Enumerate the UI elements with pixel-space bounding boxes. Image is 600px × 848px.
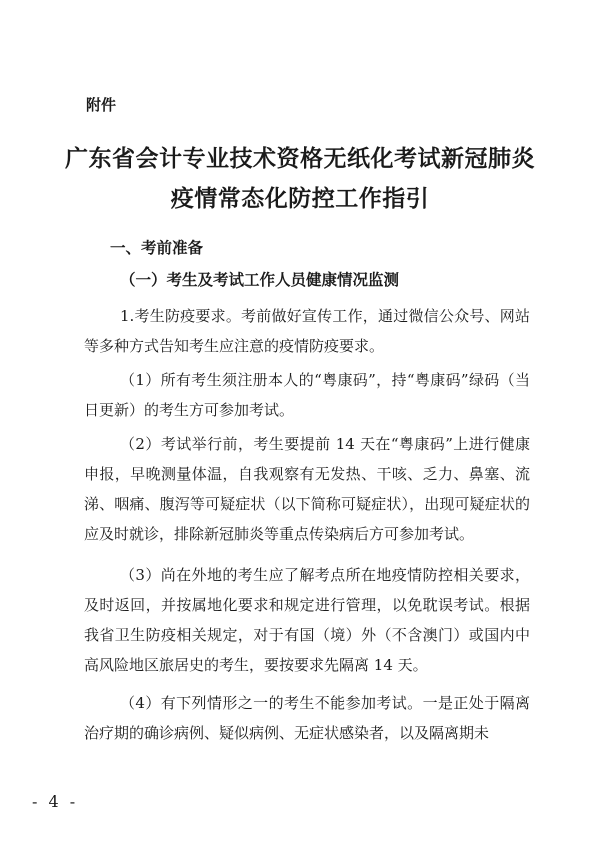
document-title-line-1: 广东省会计专业技术资格无纸化考试新冠肺炎 [65, 146, 535, 172]
document-title-line-2: 疫情常态化防控工作指引 [170, 186, 430, 212]
section-subheading: （一）考生及考试工作人员健康情况监测 [120, 270, 400, 289]
attachment-label: 附件 [86, 96, 117, 114]
paragraph-1: 1.考生防疫要求。考前做好宣传工作，通过微信公众号、网站等多种方式告知考生应注意的疫情防疫要求。 [84, 307, 530, 355]
paragraph-4: （3）尚在外地的考生应了解考点所在地疫情防控相关要求，及时返回，并按属地化要求和规定进行管理，以免耽误考试。根据我省卫生防疫相关规定，对于有国（境）外（不含澳门）或国内中高风险地区旅居史的考生，要按要求先隔离 14 天。 [84, 566, 530, 674]
paragraph-3: （2）考试举行前，考生要提前 14 天在“粤康码”上进行健康申报，早晚测量体温，自我观察有无发热、干咳、乏力、鼻塞、流涕、咽痛、腹泻等可疑症状（以下简称可疑症状），出现可疑症状的应及时就诊，排除新冠肺炎等重点传染病后方可参加考试。 [84, 435, 530, 543]
page-number: - 4 - [32, 792, 79, 811]
paragraph-2: （1）所有考生须注册本人的“粤康码”，持“粤康码”绿码（当日更新）的考生方可参加考试。 [84, 371, 530, 419]
paragraph-5: （4）有下列情形之一的考生不能参加考试。一是正处于隔离治疗期的确诊病例、疑似病例、无症状感染者，以及隔离期未 [84, 694, 530, 742]
section-heading: 一、考前准备 [110, 239, 204, 257]
